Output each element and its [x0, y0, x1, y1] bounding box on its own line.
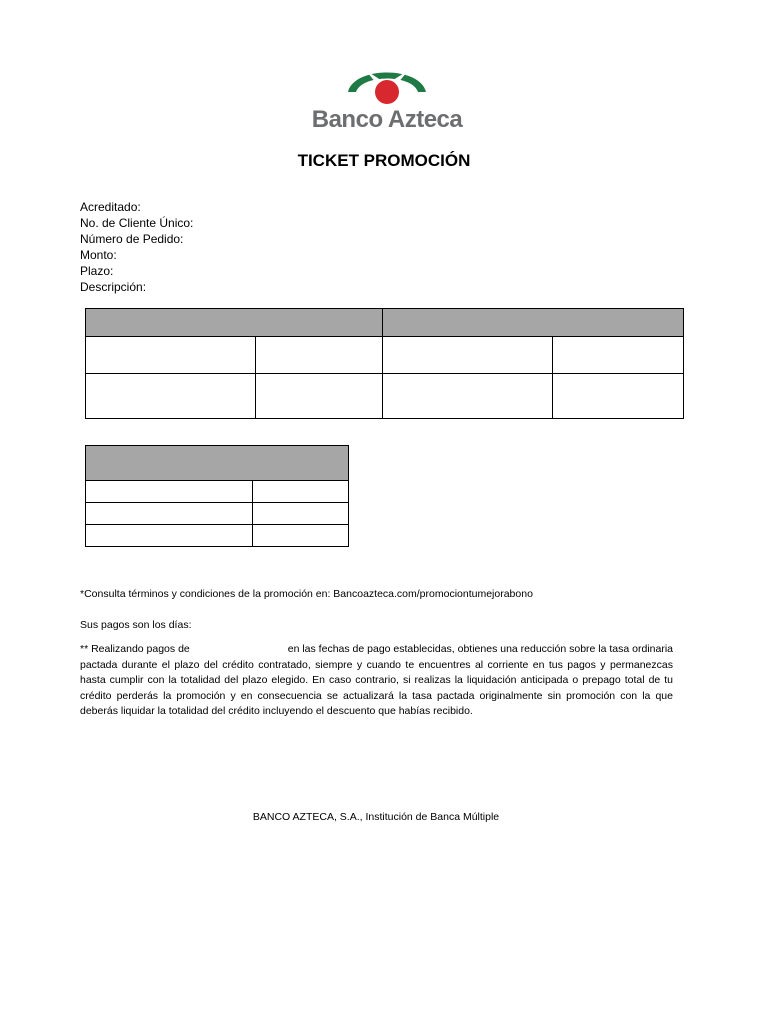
- summary-table: [85, 445, 349, 547]
- field-monto: Monto:: [80, 248, 117, 262]
- promotion-paragraph: [80, 642, 673, 720]
- terms-note: *Consulta términos y condiciones de la promoción en: Bancoazteca.com/promociontumejorabono: [80, 588, 533, 600]
- paragraph-part-2: en las fechas de pago establecidas, obtienes una reducción sobre la tasa ordinaria pactada durante el plazo del crédito contratado, siempre y cuando te encuentres al corriente en tus pagos y permanezcas hasta cumplir con la totalidad del plazo elegido. En caso contrario, si realizas la liquidación anticipada o prepago total de tu crédito perderás la promoción y en consecuencia se actualizará la tasa pactada originalmente sin promoción con la que deberás liquidar la totalidad del crédito incluyendo el descuento que habías recibido.: [80, 643, 674, 718]
- table-cell: [253, 481, 349, 503]
- table-cell: [86, 337, 256, 374]
- table-cell: [86, 503, 253, 525]
- paragraph-part-1: ** Realizando pagos de: [80, 643, 190, 655]
- field-numero-pedido: Número de Pedido:: [80, 232, 184, 246]
- table-row: [86, 481, 349, 503]
- table-cell: [383, 374, 553, 419]
- promotion-table: [85, 308, 684, 419]
- summary-header: [86, 446, 349, 481]
- footer: BANCO AZTECA, S.A., Institución de Banca Múltiple: [252, 811, 500, 823]
- table-cell: [86, 374, 256, 419]
- table-cell: [255, 337, 383, 374]
- table-row: [86, 525, 349, 547]
- table-cell: [255, 374, 383, 419]
- table-cell: [253, 525, 349, 547]
- field-plazo: Plazo:: [80, 264, 114, 278]
- azteca-eagle-icon: [346, 62, 428, 108]
- logo-wordmark: Banco Azteca: [311, 106, 463, 133]
- table-cell: [553, 337, 684, 374]
- field-acreditado: Acreditado:: [80, 200, 141, 214]
- table-cell: [86, 481, 253, 503]
- table-header-left: [86, 309, 383, 337]
- table-row: [86, 374, 684, 419]
- page-title: TICKET PROMOCIÓN: [297, 151, 471, 170]
- payments-label: Sus pagos son los días:: [80, 619, 192, 631]
- table-cell: [86, 525, 253, 547]
- table-cell: [253, 503, 349, 525]
- table-cell: [383, 337, 553, 374]
- table-cell: [553, 374, 684, 419]
- field-descripcion: Descripción:: [80, 280, 147, 294]
- table-header-right: [383, 309, 684, 337]
- client-fields: [80, 199, 193, 295]
- field-cliente-unico: No. de Cliente Único:: [80, 216, 194, 230]
- table-row: [86, 503, 349, 525]
- table-row: [86, 337, 684, 374]
- banco-azteca-logo: [296, 62, 478, 138]
